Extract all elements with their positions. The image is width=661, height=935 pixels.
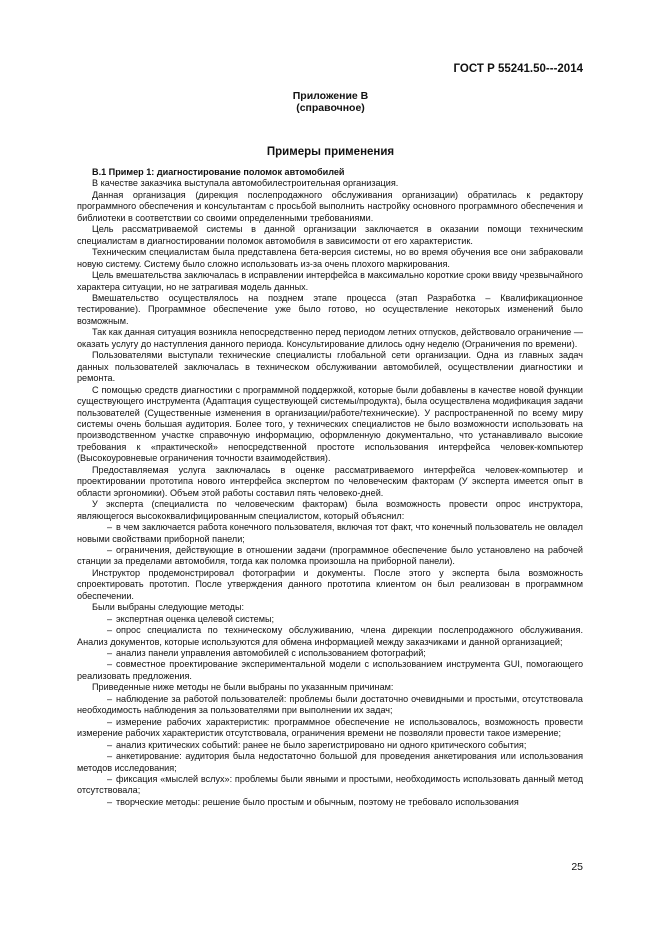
paragraph: Были выбраны следующие методы: (92, 602, 245, 613)
list-dash: – (107, 522, 113, 533)
list-item (77, 717, 583, 740)
list-item (77, 694, 583, 717)
list-item (77, 740, 583, 751)
list-item-text: анализ критических событий: ранее не было зарегистрировано ни одного критического события; (116, 739, 527, 750)
list-item (77, 545, 583, 568)
list-item-text: анализ панели управления автомобилей с использованием фотографий; (116, 648, 426, 659)
list-item (77, 648, 583, 659)
list-dash: – (107, 751, 113, 762)
list-item-text: творческие методы: решение было простым и обычным, поэтому не требовало использования (116, 796, 519, 807)
annex-subtitle: (справочное) (296, 102, 365, 114)
list-item-text: совместное проектирование экспериментальной модели с использованием инструмента GUI, помогающего реализовать предложения. (77, 659, 583, 681)
list-item-text: измерение рабочих характеристик: программное обеспечение не использовалось, возможность провести измерение рабочих характеристик отсутствовала, ограничения времени не позволяли провести такое измерение; (77, 716, 583, 739)
list-item-text: наблюдение за работой пользователей: проблемы были достаточно очевидными и простыми, отсутствовала необходимость наблюдения за пользователями при выполнении их задач; (77, 693, 583, 716)
paragraph: Вмешательство осуществлялось на позднем этапе процесса (этап Разработка – Квалификационное тестирование). Программное обеспечение уже было готово, но осуществление некоторых изменений было возможным. (77, 292, 583, 326)
list-item (77, 625, 583, 648)
paragraph: Предоставляемая услуга заключалась в оценке рассматриваемого интерфейса человек-компьютер и проектировании прототипа нового интерфейса экспертом по человеческим факторам (У эксперта имеется опыт в области эргономики). Объем этой работы составил пять человеко-дней. (77, 464, 583, 498)
list-dash: – (107, 693, 113, 704)
list-dash: – (107, 796, 113, 807)
paragraph: Цель вмешательства заключалась в исправлении интерфейса в максимально короткие сроки ввиду чрезвычайного характера ситуации, но не затрагивая модель данных. (77, 270, 583, 292)
annex-title: Приложение В (292, 90, 369, 102)
list-dash: – (107, 774, 113, 785)
list-dash: – (107, 659, 113, 670)
paragraph: Так как данная ситуация возникла непосредственно перед периодом летних отпусков, действовало ограничение — оказать услугу до наступления данного периода. Консультирование длилось одну неделю (Ограничения по времени). (77, 327, 583, 349)
paragraph: Приведенные ниже методы не были выбраны по указанным причинам: (92, 682, 394, 693)
annex-heading (0, 90, 661, 114)
list-dash: – (107, 625, 113, 636)
paragraph: Цель рассматриваемой системы в данной организации заключается в оказании помощи техническим специалистам в диагностировании поломок автомобиля в зависимости от его характеристик. (77, 224, 583, 246)
list-dash: – (107, 648, 113, 659)
section-title: Примеры применения (266, 146, 395, 158)
list-item-text: анкетирование: аудитория была недостаточно большой для проведения анкетирования или использования методов исследования; (77, 751, 583, 773)
list-item-text: опрос специалиста по техническому обслуживанию, члена дирекции послепродажного обслуживания. Анализ документов, которые используются для обмена информацией между заказчиками и данной организацией; (77, 625, 583, 647)
list-item (77, 751, 583, 774)
document-body (77, 167, 583, 808)
paragraph: В качестве заказчика выступала автомобилестроительная организация. (92, 178, 399, 189)
list-item-text: экспертная оценка целевой системы; (116, 613, 275, 624)
page-number: 25 (571, 861, 583, 873)
list-item-text: ограничения, действующие в отношении задачи (программное обеспечение было установлено на рабочей станции за пределами автомобиля, тогда как поломка произошла на приборной панели). (77, 544, 583, 567)
paragraph: Техническим специалистам была представлена бета-версия системы, но во время обучения все они забраковали новую систему. Систему было сложно использовать из-за очень плохого маркирования. (77, 247, 583, 269)
list-dash: – (107, 544, 113, 555)
paragraph: С помощью средств диагностики с программной поддержкой, которые были добавлены в качестве новой функции существующего инструмента (Адаптация существующей системы/продукта), была осуществлена модификация задачи пользователей (Существенные изменения в организации/работе/технические). У распространенной по всему миру системы очень большая аудитория. Более того, у технических специалистов не было возможности использовать на производственном участке справочную информацию, оформленную документально, что устанавливало высокие требования к «практической» непосредственной простоте использования интерфейса человек-компьютер (Высокоуровневые ограничения точности взаимодействия). (77, 384, 583, 464)
list-dash: – (107, 613, 113, 624)
list-item-text: в чем заключается работа конечного пользователя, включая тот факт, что конечный пользователь не овладел новыми свойствами приборной панели; (77, 522, 583, 544)
paragraph: Пользователями выступали технические специалисты глобальной сети организации. Одна из главных задач данных пользователей заключалась в техническом обслуживании автомобилей, осуществлении диагностики и ремонта. (77, 350, 583, 384)
subsection-heading: В.1 Пример 1: диагностирование поломок автомобилей (92, 167, 345, 177)
paragraph: У эксперта (специалиста по человеческим факторам) была возможность провести опрос инструктора, являющегося высококвалифицированным специалистом, который объяснил: (77, 499, 583, 521)
list-dash: – (107, 716, 113, 727)
list-item-text: фиксация «мыслей вслух»: проблемы были явными и простыми, необходимость использовать данный метод отсутствовала; (77, 774, 583, 796)
list-item (77, 774, 583, 797)
standard-number: ГОСТ Р 55241.50---2014 (453, 63, 583, 75)
list-item (77, 522, 583, 545)
paragraph: Данная организация (дирекция послепродажного обслуживания организации) обратилась к редактору программного обеспечения и консультантам с просьбой выполнить настройку основного программного обеспечения и библиотеки в соответствии со своими определенными требованиями. (77, 189, 583, 223)
paragraph: Инструктор продемонстрировал фотографии и документы. После этого у эксперта была возможность спроектировать прототип. После утверждения данного прототипа клиентом он был реализован в программном обеспечении. (77, 567, 583, 601)
list-item (77, 614, 583, 625)
list-dash: – (107, 739, 113, 750)
list-item (77, 797, 583, 808)
list-item (77, 659, 583, 682)
